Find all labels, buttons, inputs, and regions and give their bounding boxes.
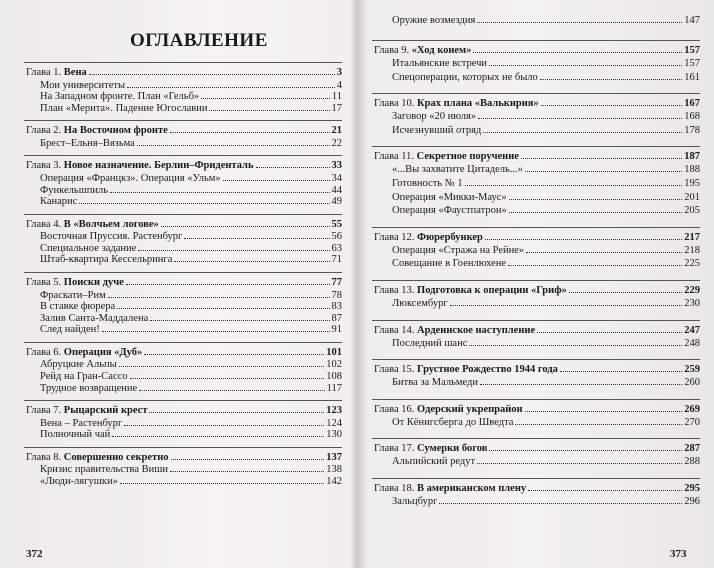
chapter-title: [374, 363, 558, 376]
chapter-heading: [26, 451, 342, 464]
chapter-heading: [26, 124, 342, 137]
leader-dots: [477, 463, 682, 464]
toc-entry-page: 178: [684, 124, 700, 136]
left-page: [0, 0, 356, 568]
chapter-heading: [374, 284, 700, 297]
chapter-label: Глава 9.: [374, 45, 410, 56]
toc-entry-page: 117: [326, 382, 342, 394]
toc-entry: [392, 416, 700, 429]
toc-entry-title: Операция «Фаустпатрон»: [392, 205, 507, 217]
toc-entry-page: 248: [684, 337, 700, 349]
toc-entry-title: Последний шанс: [392, 337, 468, 349]
chapter-title: [374, 442, 487, 455]
chapter-title: [374, 324, 535, 337]
toc-entry: [392, 376, 700, 389]
toc-entry-title: Битва за Мальмеди: [392, 377, 479, 389]
toc-entry: [40, 382, 342, 395]
toc-entry-page: 218: [684, 244, 700, 256]
toc-entry-title: Операция «Францкз». Операция «Ульм»: [40, 172, 221, 184]
leader-dots: [473, 52, 682, 53]
leader-dots: [171, 459, 325, 460]
toc-entry-page: 102: [326, 359, 342, 371]
toc-entry-page: 71: [331, 254, 342, 266]
toc-entry-page: 205: [684, 205, 700, 217]
leader-dots: [485, 239, 682, 240]
toc-entry-title: «...Вы захватите Цитадель...»: [392, 164, 523, 176]
chapter-title: [26, 276, 124, 289]
toc-entry-title: Восточная Пруссия. Растенбург: [40, 231, 183, 243]
chapter-divider: [372, 146, 700, 147]
leader-dots: [465, 185, 683, 186]
leader-dots: [541, 105, 683, 106]
chapter-page: 287: [684, 443, 700, 455]
chapter-divider: [372, 40, 700, 41]
toc-entry: [392, 204, 700, 217]
leader-dots: [201, 98, 330, 99]
chapter-page: 269: [684, 403, 700, 415]
toc-entry-title: От Кёнигсберга до Шведта: [392, 416, 514, 428]
chapter-page: 167: [684, 98, 700, 110]
chapter-name: Вена: [63, 67, 87, 78]
toc-entry-page: 87: [331, 312, 342, 324]
chapter-label: Глава 18.: [374, 483, 415, 494]
toc-entry-page: 157: [684, 58, 700, 69]
chapter-page: 77: [331, 277, 342, 288]
chapter-page: 101: [326, 346, 342, 358]
leader-dots: [170, 132, 330, 133]
leader-dots: [130, 378, 325, 379]
leader-dots: [137, 145, 330, 146]
toc-entry: [392, 495, 700, 508]
toc-entry-title: Итальянские встречи: [392, 58, 488, 69]
chapter-title: [26, 66, 87, 79]
toc-entry-page: 63: [331, 242, 342, 254]
toc-entry-title: Кризис правительства Виши: [40, 464, 168, 476]
chapter-title: [374, 482, 526, 495]
toc-entry: [40, 428, 342, 441]
chapter-heading: [26, 66, 342, 79]
toc-entry: [392, 57, 700, 70]
chapter-label: Глава 3.: [26, 160, 62, 172]
chapter-heading: [26, 276, 342, 289]
chapter-label: Глава 2.: [26, 125, 62, 137]
leader-dots: [489, 65, 682, 66]
chapter-title: [374, 284, 567, 297]
toc-entry: [40, 195, 342, 208]
toc-entry-page: 34: [331, 172, 342, 184]
toc-entry-page: 288: [684, 456, 700, 468]
chapter-name: Подготовка к операции «Гриф»: [417, 285, 567, 296]
leader-dots: [209, 110, 329, 111]
toc-entry-title: Совещание в Гоенлюхене: [392, 258, 507, 270]
leader-dots: [124, 425, 324, 426]
toc-entry-page: 225: [684, 258, 700, 270]
chapter-divider: [24, 447, 342, 448]
leader-dots: [112, 436, 324, 437]
toc-entry: [40, 323, 342, 336]
toc-entry-title: Оружие возмездия: [392, 15, 476, 26]
toc-entry-title: Абруцкие Альпы: [40, 359, 117, 371]
chapter-label: Глава 12.: [374, 231, 415, 243]
page-number-left: 372: [26, 548, 43, 560]
chapter-heading: [374, 482, 700, 495]
chapter-title: [26, 218, 159, 231]
toc-entry: [392, 297, 700, 310]
toc-entry-page: 91: [331, 324, 342, 336]
toc-entry-page: 56: [331, 231, 342, 243]
chapter-page: 33: [331, 160, 342, 172]
toc-entry-page: 124: [326, 417, 342, 429]
toc-entry: [392, 124, 700, 137]
chapter-name: Арденнское наступление: [417, 324, 536, 336]
toc-entry-title: Штаб-квартира Кессельринга: [40, 254, 173, 266]
chapter-name: Крах плана «Валькирия»: [417, 98, 539, 110]
chapter-divider: [24, 120, 342, 121]
chapter-label: Глава 17.: [374, 443, 415, 455]
toc-entry-title: Заговор «20 июля»: [392, 111, 477, 123]
leader-dots: [528, 490, 682, 491]
toc-entry-title: Вена – Растенбург: [40, 417, 123, 429]
chapter-divider: [372, 438, 700, 439]
chapter-divider: [24, 214, 342, 215]
chapter-name: Сумерки богов: [417, 443, 488, 455]
toc-entry: [40, 475, 342, 488]
page-number-right: 373: [670, 548, 687, 560]
toc-entry-page: 260: [684, 377, 700, 389]
toc-entry-page: 142: [326, 476, 342, 487]
toc-entry-page: 201: [684, 191, 700, 203]
leader-dots: [569, 292, 683, 293]
chapter-label: Глава 1.: [26, 67, 62, 78]
leader-dots: [509, 212, 683, 213]
chapter-page: 229: [684, 285, 700, 296]
leader-dots: [79, 203, 329, 204]
leader-dots: [120, 483, 324, 484]
chapter-divider: [372, 93, 700, 94]
chapter-heading: [374, 231, 700, 244]
leader-dots: [108, 297, 330, 298]
chapter-page: 259: [684, 364, 700, 376]
leader-dots: [117, 308, 329, 309]
toc-entry-title: Специальное задание: [40, 242, 137, 254]
toc-entry-page: 17: [331, 102, 342, 114]
toc-entry-page: 161: [684, 71, 700, 83]
leader-dots: [525, 171, 682, 172]
chapter-name: В «Волчьем логове»: [63, 218, 159, 230]
leader-dots: [102, 331, 330, 332]
toc-entry-title: Операция «Микки-Маус»: [392, 191, 507, 203]
leader-dots: [223, 180, 330, 181]
chapter-page: 55: [331, 218, 342, 230]
chapter-divider: [24, 62, 342, 63]
chapter-heading: [374, 363, 700, 376]
toc-entry-title: Канарис: [40, 196, 78, 208]
toc-entry: [392, 177, 700, 190]
chapter-divider: [372, 320, 700, 321]
chapter-heading: [26, 346, 342, 359]
toc-entry-title: Полночный чай: [40, 429, 111, 441]
chapter-divider: [372, 227, 700, 228]
chapter-heading: [374, 97, 700, 110]
chapter-name: Грустное Рождество 1944 года: [417, 364, 558, 376]
chapter-divider: [24, 342, 342, 343]
leader-dots: [508, 265, 682, 266]
toc-entry-title: Брест–Ельня–Вязьма: [40, 137, 135, 149]
leader-dots: [126, 284, 330, 285]
toc-entry: [392, 71, 700, 84]
leader-dots: [450, 305, 683, 306]
chapter-page: 123: [326, 405, 342, 417]
chapter-name: Секретное поручение: [416, 151, 519, 163]
chapter-divider: [372, 399, 700, 400]
toc-entry-title: Спецоперации, которых не было: [392, 71, 538, 83]
toc-entry-page: 49: [331, 196, 342, 208]
toc-entry: [392, 244, 700, 257]
chapter-title: [26, 124, 168, 137]
leader-dots: [256, 167, 330, 168]
toc-entry-page: 22: [331, 137, 342, 149]
leader-dots: [184, 238, 329, 239]
leader-dots: [469, 345, 682, 346]
toc-entry: [40, 137, 342, 150]
toc-entry-page: 108: [326, 371, 342, 382]
leader-dots: [139, 390, 324, 391]
toc-entry-title: Люксембург: [392, 298, 448, 309]
toc-entry-page: 4: [336, 79, 342, 91]
chapter-name: Поиски дуче: [63, 277, 124, 288]
right-page: [362, 0, 714, 568]
toc-entry-page: 44: [331, 184, 342, 196]
chapter-title: [26, 346, 142, 359]
toc-entry: [392, 191, 700, 204]
chapter-page: 187: [684, 151, 700, 163]
chapter-page: 217: [684, 231, 700, 243]
chapter-name: В американском плену: [417, 483, 527, 494]
toc-entry-title: След найден!: [40, 324, 100, 336]
chapter-name: Рыцарский крест: [63, 405, 148, 417]
chapter-heading: [26, 404, 342, 417]
toc-entry-title: Залив Санта-Маддалена: [40, 312, 149, 324]
leader-dots: [110, 192, 329, 193]
chapter-label: Глава 10.: [374, 98, 415, 110]
toc-entry-page: 188: [684, 164, 700, 176]
leader-dots: [515, 424, 682, 425]
chapter-page: 295: [684, 483, 700, 494]
chapter-divider: [372, 280, 700, 281]
toc-entry-title: На Западном фронте. План «Гельб»: [40, 91, 200, 103]
toc-entry-title: Мои университеты: [40, 79, 126, 91]
chapter-label: Глава 8.: [26, 451, 62, 463]
leader-dots: [489, 450, 682, 451]
chapter-page: 247: [684, 324, 700, 336]
chapter-title: [26, 159, 254, 172]
toc-entry: [392, 257, 700, 270]
leader-dots: [537, 332, 682, 333]
leader-dots: [174, 261, 329, 262]
toc-entry-title: В ставке фюрера: [40, 301, 116, 313]
toc-entry-title: Альпийский редут: [392, 456, 476, 468]
toc-entry: [392, 337, 700, 350]
toc-entry-title: Функельшпиль: [40, 184, 109, 196]
chapter-name: Новое назначение. Берлин–Фриденталь: [63, 160, 254, 172]
chapter-title: [374, 231, 483, 244]
toc-entry-title: Рейд на Гран-Сассо: [40, 371, 128, 382]
toc-entry: [40, 102, 342, 115]
toc-entry-page: 11: [331, 91, 342, 103]
chapter-label: Глава 11.: [374, 151, 415, 163]
chapter-name: На Восточном фронте: [63, 125, 168, 137]
chapter-title: [374, 403, 523, 416]
chapter-page: 137: [326, 451, 342, 463]
chapter-name: «Ход конем»: [411, 45, 472, 56]
chapter-divider: [372, 359, 700, 360]
toc-entry-page: 230: [684, 298, 700, 309]
chapter-divider: [24, 272, 342, 273]
page-title: ОГЛАВЛЕНИЕ: [130, 30, 268, 51]
toc-entry-page: 296: [684, 496, 700, 507]
toc-entry-page: 83: [331, 301, 342, 313]
chapter-name: Одерский укрепрайон: [417, 403, 523, 415]
toc-entry: [392, 163, 700, 176]
toc-entry-title: «Люди-лягушки»: [40, 476, 118, 487]
chapter-label: Глава 6.: [26, 346, 62, 358]
chapter-label: Глава 14.: [374, 324, 415, 336]
leader-dots: [483, 132, 682, 133]
chapter-label: Глава 5.: [26, 277, 62, 288]
chapter-title: [26, 451, 169, 464]
leader-dots: [439, 503, 682, 504]
chapter-divider: [24, 155, 342, 156]
chapter-label: Глава 15.: [374, 364, 415, 376]
chapter-heading: [374, 44, 700, 57]
toc-entry-title: Фраскати–Рим: [40, 289, 106, 301]
chapter-page: 3: [336, 67, 342, 78]
leader-dots: [478, 118, 682, 119]
chapter-name: Фюрербункер: [417, 231, 483, 243]
leader-dots: [525, 411, 683, 412]
leader-dots: [540, 79, 682, 80]
leader-dots: [161, 226, 330, 227]
leader-dots: [509, 199, 683, 200]
toc-entry-page: 195: [684, 178, 700, 189]
toc-entry: [40, 253, 342, 266]
leader-dots: [149, 412, 324, 413]
leader-dots: [150, 320, 329, 321]
chapter-heading: [374, 324, 700, 337]
toc-entry-title: Готовность № 1: [392, 178, 463, 189]
chapter-divider: [372, 478, 700, 479]
chapter-page: 157: [684, 45, 700, 56]
toc-entry-title: Исчезнувший отряд: [392, 124, 482, 136]
toc-entry-title: План «Мерита». Падение Югославии: [40, 102, 208, 114]
chapter-divider: [24, 400, 342, 401]
toc-entry-page: 130: [326, 429, 342, 441]
chapter-heading: [374, 150, 700, 163]
chapter-heading: [26, 159, 342, 172]
chapter-heading: [26, 218, 342, 231]
toc-entry-title: Операция «Стража на Рейне»: [392, 244, 525, 256]
leader-dots: [477, 22, 682, 23]
chapter-name: Операция «Дуб»: [63, 346, 143, 358]
chapter-label: Глава 13.: [374, 285, 415, 296]
chapter-heading: [374, 442, 700, 455]
toc-entry-title: Трудное возвращение: [40, 382, 138, 394]
toc-entry-page: 270: [684, 416, 700, 428]
leader-dots: [89, 74, 335, 75]
chapter-name: Совершенно секретно: [63, 451, 169, 463]
toc-entry-title: Зальцбург: [392, 496, 438, 507]
chapter-label: Глава 16.: [374, 403, 415, 415]
leader-dots: [521, 158, 682, 159]
leader-dots: [170, 471, 324, 472]
chapter-label: Глава 4.: [26, 218, 62, 230]
leader-dots: [144, 354, 324, 355]
chapter-title: [374, 97, 539, 110]
toc-entry-page: 78: [331, 289, 342, 301]
chapter-page: 21: [331, 125, 342, 137]
toc-entry: [392, 110, 700, 123]
toc-entry: [392, 455, 700, 468]
toc-entry-page: 138: [326, 464, 342, 476]
toc-entry: [392, 14, 700, 27]
leader-dots: [127, 87, 335, 88]
leader-dots: [526, 252, 682, 253]
chapter-title: [374, 44, 471, 57]
toc-entry-page: 168: [684, 111, 700, 123]
chapter-title: [374, 150, 519, 163]
chapter-heading: [374, 403, 700, 416]
leader-dots: [119, 366, 325, 367]
toc-entry-page: 147: [684, 15, 700, 26]
leader-dots: [480, 384, 682, 385]
leader-dots: [138, 250, 329, 251]
chapter-label: Глава 7.: [26, 405, 62, 417]
chapter-title: [26, 404, 147, 417]
leader-dots: [560, 371, 682, 372]
